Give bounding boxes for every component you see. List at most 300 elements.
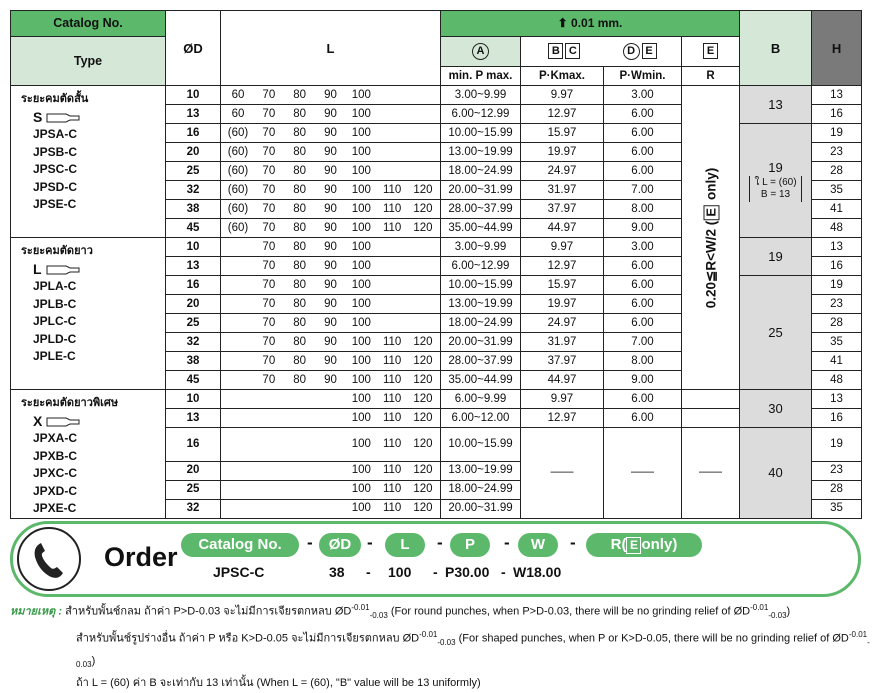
l-value: 100 bbox=[351, 392, 371, 405]
h-cell: 13 bbox=[812, 238, 862, 257]
b-value-cell bbox=[740, 276, 812, 390]
note-line-2: สำหรับพั้นช์รูปร่างอื่น ถ้าค่า P หรือ K>D-0.05 จะไม่มีการเจียรตกหลบ $ØD^{-0.01}_{-0.03}$ (For shaped punches, when P or K>D-0.05, there will be no grinding relief of $ØD^{-0.01}_{-0.03}$) bbox=[76, 629, 870, 669]
kmax-cell: 31.97 bbox=[521, 333, 604, 352]
l-value: 120 bbox=[413, 464, 433, 476]
l-value: 110 bbox=[382, 411, 402, 424]
l-value bbox=[227, 296, 249, 313]
p-range-cell: 13.00~19.99 bbox=[441, 143, 521, 162]
l-value: 100 bbox=[351, 145, 371, 158]
l-value bbox=[381, 258, 403, 275]
kmax-cell: 37.97 bbox=[521, 200, 604, 219]
l-values-cell bbox=[221, 390, 441, 409]
l-value: 70 bbox=[262, 354, 276, 367]
l-values-cell bbox=[221, 371, 441, 390]
wmin-cell: 9.00 bbox=[604, 371, 682, 390]
kmax-cell: 19.97 bbox=[521, 143, 604, 162]
l-value bbox=[258, 481, 280, 498]
catalog-code: JPSA-C bbox=[33, 127, 78, 141]
min-p-max-header: min. P max. bbox=[441, 67, 521, 86]
l-value: 110 bbox=[382, 183, 402, 196]
l-value: 110 bbox=[382, 464, 402, 476]
h-cell: 23 bbox=[812, 461, 862, 480]
l-value: 80 bbox=[293, 164, 307, 177]
l-value: 100 bbox=[351, 335, 371, 348]
p-range-cell: 35.00~44.99 bbox=[441, 371, 521, 390]
l-value: 80 bbox=[293, 88, 307, 101]
l-value: 90 bbox=[324, 183, 337, 196]
l-value bbox=[412, 125, 434, 142]
l-value bbox=[381, 144, 403, 161]
l-value bbox=[289, 391, 311, 408]
catalog-code: JPXA-C bbox=[33, 431, 78, 445]
l-value: 90 bbox=[324, 354, 337, 367]
l-value bbox=[412, 163, 434, 180]
l-value: 120 bbox=[413, 483, 433, 495]
l-value: 100 bbox=[351, 502, 371, 514]
l-values-cell bbox=[221, 219, 441, 238]
wmin-cell: 6.00 bbox=[604, 257, 682, 276]
l-value bbox=[227, 481, 249, 498]
h-cell: 19 bbox=[812, 124, 862, 143]
h-cell: 13 bbox=[812, 390, 862, 409]
l-values-cell bbox=[221, 162, 441, 181]
h-cell: 19 bbox=[812, 428, 862, 462]
l-value: 90 bbox=[324, 373, 337, 386]
p-range-cell: 13.00~19.99 bbox=[441, 295, 521, 314]
kmax-cell: 24.97 bbox=[521, 162, 604, 181]
wmin-cell: 3.00 bbox=[604, 86, 682, 105]
od-cell: 32 bbox=[166, 333, 221, 352]
p-wmin-header: P·Wmin. bbox=[604, 67, 682, 86]
type-code-letter: X bbox=[33, 413, 43, 429]
l-values-cell bbox=[221, 480, 441, 499]
l-value bbox=[381, 296, 403, 313]
type-code-letter: L bbox=[33, 261, 42, 277]
od-cell: 10 bbox=[166, 238, 221, 257]
l-value: 100 bbox=[351, 297, 371, 310]
l-value: 100 bbox=[351, 202, 371, 215]
l-values-cell bbox=[221, 143, 441, 162]
l-values-cell bbox=[221, 428, 441, 462]
l-value bbox=[258, 410, 280, 427]
catalog-code: JPLB-C bbox=[33, 296, 77, 311]
spec-table bbox=[10, 10, 862, 519]
od-cell: 20 bbox=[166, 143, 221, 162]
l-values-cell bbox=[221, 257, 441, 276]
pill-l: L bbox=[385, 533, 425, 557]
od-cell: 13 bbox=[166, 257, 221, 276]
h-cell: 28 bbox=[812, 314, 862, 333]
l-value: 90 bbox=[324, 88, 337, 101]
order-sep: - bbox=[437, 533, 443, 552]
l-value: 80 bbox=[293, 240, 307, 253]
l-value: 80 bbox=[293, 278, 307, 291]
table-row bbox=[11, 390, 862, 409]
catalog-code: JPXC-C bbox=[33, 466, 78, 480]
l-value: 110 bbox=[382, 483, 402, 495]
od-cell: 45 bbox=[166, 219, 221, 238]
h-cell: 16 bbox=[812, 409, 862, 428]
wmin-dash: —— bbox=[604, 428, 682, 519]
h-cell: 19 bbox=[812, 276, 862, 295]
kmax-cell: 19.97 bbox=[521, 295, 604, 314]
pill-w: W bbox=[518, 533, 558, 557]
type-code bbox=[33, 412, 161, 430]
p-range-cell: 20.00~31.99 bbox=[441, 181, 521, 200]
l-value bbox=[381, 163, 403, 180]
kmax-cell: 44.97 bbox=[521, 371, 604, 390]
wmin-cell: 8.00 bbox=[604, 352, 682, 371]
l-value bbox=[227, 462, 249, 479]
l-value: 70 bbox=[262, 126, 276, 139]
l-value: 90 bbox=[324, 202, 337, 215]
l-values-cell bbox=[221, 461, 441, 480]
l-values-cell bbox=[221, 86, 441, 105]
catalog-code: JPLA-C bbox=[33, 279, 77, 293]
l-value: 110 bbox=[382, 502, 402, 514]
order-box bbox=[10, 521, 861, 597]
l-value bbox=[258, 500, 280, 517]
l-value: 100 bbox=[351, 411, 371, 424]
l-value bbox=[412, 296, 434, 313]
type-thai-label: ระยะคมตัดยาวพิเศษ bbox=[21, 397, 119, 409]
p-range-cell: 6.00~12.00 bbox=[441, 409, 521, 428]
l-value: 100 bbox=[351, 464, 371, 476]
l-value bbox=[381, 277, 403, 294]
catalog-code: JPXD-C bbox=[33, 483, 78, 498]
l-value: (60) bbox=[227, 145, 249, 158]
kmax-cell: 44.97 bbox=[521, 219, 604, 238]
l-value: 60 bbox=[231, 88, 245, 101]
l-value bbox=[381, 125, 403, 142]
l-value: (60) bbox=[227, 202, 249, 215]
l-values-cell bbox=[221, 238, 441, 257]
p-range-cell: 35.00~44.99 bbox=[441, 219, 521, 238]
note-line-1: หมายเหตุ : สำหรับพั้นช์กลม ถ้าค่า P>D-0.03 จะไม่มีการเจียรตกหลบ $ØD^{-0.01}_{-0.03}$ (For round punches, when P>D-0.03, there will be no grinding relief of $ØD^{-0.01}_{-0.03}$) bbox=[10, 603, 791, 620]
l-value bbox=[319, 462, 341, 479]
l-value: 70 bbox=[262, 164, 276, 177]
od-cell: 13 bbox=[166, 409, 221, 428]
l-value bbox=[227, 353, 249, 370]
od-cell: 13 bbox=[166, 105, 221, 124]
b-value: 30 bbox=[768, 401, 783, 416]
l-value bbox=[381, 239, 403, 256]
b-note bbox=[749, 176, 802, 202]
h-cell: 35 bbox=[812, 499, 862, 518]
l-value: 80 bbox=[293, 297, 307, 310]
col-bcde-letters: B C D E bbox=[521, 37, 682, 67]
l-value bbox=[412, 106, 434, 123]
h-cell: 48 bbox=[812, 371, 862, 390]
l-values-cell bbox=[221, 314, 441, 333]
l-value: 80 bbox=[293, 183, 307, 196]
example-w: W18.00 bbox=[513, 564, 562, 580]
r-header: R bbox=[682, 67, 740, 86]
l-value bbox=[227, 334, 249, 351]
kmax-cell: 31.97 bbox=[521, 181, 604, 200]
l-value: 120 bbox=[413, 183, 433, 196]
p-range-cell: 18.00~24.99 bbox=[441, 480, 521, 499]
l-values-cell bbox=[221, 105, 441, 124]
l-value: 90 bbox=[324, 297, 337, 310]
example-catalog: JPSC-C bbox=[213, 564, 265, 580]
l-value: 70 bbox=[262, 259, 276, 272]
l-value: 70 bbox=[262, 278, 276, 291]
l-value: 100 bbox=[351, 164, 371, 177]
l-value: 70 bbox=[262, 316, 276, 329]
l-value bbox=[289, 462, 311, 479]
b-value-cell bbox=[740, 86, 812, 124]
p-range-cell: 18.00~24.99 bbox=[441, 314, 521, 333]
p-range-cell: 20.00~31.99 bbox=[441, 333, 521, 352]
l-value: 80 bbox=[293, 126, 307, 139]
p-range-cell: 6.00~12.99 bbox=[441, 257, 521, 276]
h-cell: 41 bbox=[812, 200, 862, 219]
wmin-cell: 6.00 bbox=[604, 105, 682, 124]
wmin-cell: 7.00 bbox=[604, 333, 682, 352]
catalog-no-header: Catalog No. bbox=[11, 11, 166, 37]
wmin-cell: 8.00 bbox=[604, 200, 682, 219]
l-value: 70 bbox=[262, 373, 276, 386]
pill-catalog-no: Catalog No. bbox=[181, 533, 299, 557]
example-sep: - bbox=[433, 564, 438, 580]
od-cell: 38 bbox=[166, 200, 221, 219]
wmin-cell: 6.00 bbox=[604, 162, 682, 181]
l-values-cell bbox=[221, 352, 441, 371]
h-cell: 28 bbox=[812, 162, 862, 181]
l-value bbox=[289, 481, 311, 498]
l-value: 60 bbox=[231, 107, 245, 120]
l-value: (60) bbox=[227, 126, 249, 139]
precision-header: ⬆ 0.01 mm. bbox=[441, 11, 740, 37]
p-range-cell: 13.00~19.99 bbox=[441, 461, 521, 480]
l-value: 110 bbox=[382, 335, 402, 348]
l-value bbox=[227, 391, 249, 408]
l-values-cell bbox=[221, 124, 441, 143]
l-value: (60) bbox=[227, 164, 249, 177]
l-value bbox=[381, 315, 403, 332]
l-value: 110 bbox=[382, 437, 402, 450]
p-kmax-header: P·Kmax. bbox=[521, 67, 604, 86]
h-header: H bbox=[812, 11, 862, 86]
l-value: 100 bbox=[351, 259, 371, 272]
kmax-cell: 24.97 bbox=[521, 314, 604, 333]
l-value: 120 bbox=[413, 221, 433, 234]
p-range-cell: 10.00~15.99 bbox=[441, 124, 521, 143]
l-value: 90 bbox=[324, 240, 337, 253]
l-value: 110 bbox=[382, 354, 402, 367]
l-value: 110 bbox=[382, 221, 402, 234]
notes bbox=[10, 598, 883, 693]
l-value bbox=[412, 87, 434, 104]
l-value: 100 bbox=[351, 278, 371, 291]
up-arrow-icon: ⬆ bbox=[557, 16, 568, 30]
wmin-cell: 6.00 bbox=[604, 409, 682, 428]
order-sep: - bbox=[367, 533, 373, 552]
od-cell: 16 bbox=[166, 124, 221, 143]
kmax-cell: 9.97 bbox=[521, 390, 604, 409]
h-cell: 28 bbox=[812, 480, 862, 499]
kmax-cell: 15.97 bbox=[521, 276, 604, 295]
wmin-cell: 6.00 bbox=[604, 124, 682, 143]
example-sep: - bbox=[366, 564, 371, 580]
type-code bbox=[33, 260, 161, 278]
l-values-cell bbox=[221, 499, 441, 518]
l-value: 100 bbox=[351, 316, 371, 329]
p-range-cell: 28.00~37.99 bbox=[441, 200, 521, 219]
l-value: 120 bbox=[413, 335, 433, 348]
example-sep: - bbox=[501, 564, 506, 580]
h-cell: 23 bbox=[812, 295, 862, 314]
od-cell: 38 bbox=[166, 352, 221, 371]
h-cell: 16 bbox=[812, 257, 862, 276]
od-cell: 32 bbox=[166, 499, 221, 518]
h-cell: 35 bbox=[812, 333, 862, 352]
l-values-cell bbox=[221, 409, 441, 428]
phone-icon bbox=[17, 527, 81, 591]
l-value bbox=[319, 410, 341, 427]
b-note-line: ใ L = (60) bbox=[754, 177, 797, 188]
type-thai-label: ระยะคมตัดยาว bbox=[21, 245, 93, 257]
l-value bbox=[289, 410, 311, 427]
b-value: 19 bbox=[768, 249, 783, 264]
od-cell: 20 bbox=[166, 295, 221, 314]
l-values-cell bbox=[221, 276, 441, 295]
example-od: 38 bbox=[329, 564, 345, 580]
p-range-cell: 3.00~9.99 bbox=[441, 238, 521, 257]
l-value: 80 bbox=[293, 335, 307, 348]
note-line-3: ถ้า L = (60) ค่า B จะเท่ากับ 13 เท่านั้น (When L = (60), "B" value will be 13 uniformly) bbox=[76, 676, 481, 689]
l-value: 70 bbox=[262, 107, 276, 120]
l-value: 80 bbox=[293, 202, 307, 215]
l-value: 80 bbox=[293, 354, 307, 367]
b-header: B bbox=[740, 11, 812, 86]
l-value: 80 bbox=[293, 316, 307, 329]
b-value-cell bbox=[740, 124, 812, 238]
b-value-cell bbox=[740, 428, 812, 519]
wmin-cell: 6.00 bbox=[604, 314, 682, 333]
catalog-code: JPSB-C bbox=[33, 144, 78, 159]
l-value: 100 bbox=[351, 483, 371, 495]
l-value: 80 bbox=[293, 107, 307, 120]
l-value bbox=[289, 500, 311, 517]
pill-od: ØD bbox=[319, 533, 361, 557]
b-value: 40 bbox=[768, 465, 783, 481]
l-value: 110 bbox=[382, 392, 402, 405]
l-values-cell bbox=[221, 181, 441, 200]
wmin-cell: 6.00 bbox=[604, 390, 682, 409]
catalog-code: JPXE-C bbox=[33, 501, 77, 515]
od-cell: 45 bbox=[166, 371, 221, 390]
l-value: (60) bbox=[227, 221, 249, 234]
l-value bbox=[258, 436, 280, 453]
p-range-cell: 6.00~9.99 bbox=[441, 390, 521, 409]
od-cell: 25 bbox=[166, 480, 221, 499]
l-values-cell bbox=[221, 200, 441, 219]
l-value: 100 bbox=[351, 88, 371, 101]
l-value: 90 bbox=[324, 164, 337, 177]
l-value: 80 bbox=[293, 373, 307, 386]
order-sep: - bbox=[307, 533, 313, 552]
od-cell: 32 bbox=[166, 181, 221, 200]
h-cell: 16 bbox=[812, 105, 862, 124]
od-cell: 20 bbox=[166, 461, 221, 480]
kmax-cell: 9.97 bbox=[521, 86, 604, 105]
type-cell-x bbox=[11, 390, 166, 519]
catalog-code: JPLD-C bbox=[33, 331, 77, 346]
wmin-cell: 7.00 bbox=[604, 181, 682, 200]
kmax-dash: —— bbox=[521, 428, 604, 519]
r-blank-cell bbox=[682, 409, 740, 428]
type-header: Type bbox=[11, 37, 166, 86]
l-values-cell bbox=[221, 295, 441, 314]
od-cell: 25 bbox=[166, 314, 221, 333]
b-value: 19 bbox=[768, 160, 783, 175]
pill-r: R( E only) bbox=[586, 533, 702, 557]
l-value: 120 bbox=[413, 392, 433, 405]
l-value: 80 bbox=[293, 221, 307, 234]
col-a-letter: A bbox=[441, 37, 521, 67]
l-value: 70 bbox=[262, 88, 276, 101]
kmax-cell: 12.97 bbox=[521, 409, 604, 428]
example-p: P30.00 bbox=[445, 564, 490, 580]
catalog-code: JPSE-C bbox=[33, 197, 77, 211]
l-value bbox=[258, 462, 280, 479]
l-value bbox=[319, 500, 341, 517]
b-value-cell bbox=[740, 238, 812, 276]
r-dash: —— bbox=[682, 428, 740, 519]
od-cell: 10 bbox=[166, 86, 221, 105]
type-cell-l bbox=[11, 238, 166, 390]
od-cell: 16 bbox=[166, 276, 221, 295]
catalog-code: JPXB-C bbox=[33, 448, 78, 463]
l-value: 110 bbox=[382, 373, 402, 386]
r-range-cell bbox=[682, 86, 740, 390]
type-code bbox=[33, 108, 161, 126]
p-range-cell: 18.00~24.99 bbox=[441, 162, 521, 181]
r-blank-cell bbox=[682, 390, 740, 409]
b-value-cell bbox=[740, 390, 812, 428]
od-cell: 16 bbox=[166, 428, 221, 462]
catalog-code: JPLC-C bbox=[33, 314, 77, 328]
l-value bbox=[227, 436, 249, 453]
wmin-cell: 3.00 bbox=[604, 238, 682, 257]
l-value bbox=[227, 315, 249, 332]
b-value: 25 bbox=[768, 325, 783, 340]
type-code-letter: S bbox=[33, 109, 43, 125]
l-value bbox=[412, 239, 434, 256]
p-range-cell: 10.00~15.99 bbox=[441, 428, 521, 462]
l-value: 100 bbox=[351, 354, 371, 367]
h-cell: 41 bbox=[812, 352, 862, 371]
kmax-cell: 37.97 bbox=[521, 352, 604, 371]
wmin-cell: 9.00 bbox=[604, 219, 682, 238]
l-value: 90 bbox=[324, 107, 337, 120]
l-header: L bbox=[221, 11, 441, 86]
col-e-letter: E bbox=[682, 37, 740, 67]
od-cell: 25 bbox=[166, 162, 221, 181]
p-range-cell: 3.00~9.99 bbox=[441, 86, 521, 105]
kmax-cell: 15.97 bbox=[521, 124, 604, 143]
l-value: 90 bbox=[324, 221, 337, 234]
l-value bbox=[227, 277, 249, 294]
table-row bbox=[11, 86, 862, 105]
p-range-cell: 20.00~31.99 bbox=[441, 499, 521, 518]
l-value: 70 bbox=[262, 240, 276, 253]
l-value bbox=[289, 436, 311, 453]
l-value bbox=[412, 258, 434, 275]
l-value: 70 bbox=[262, 202, 276, 215]
